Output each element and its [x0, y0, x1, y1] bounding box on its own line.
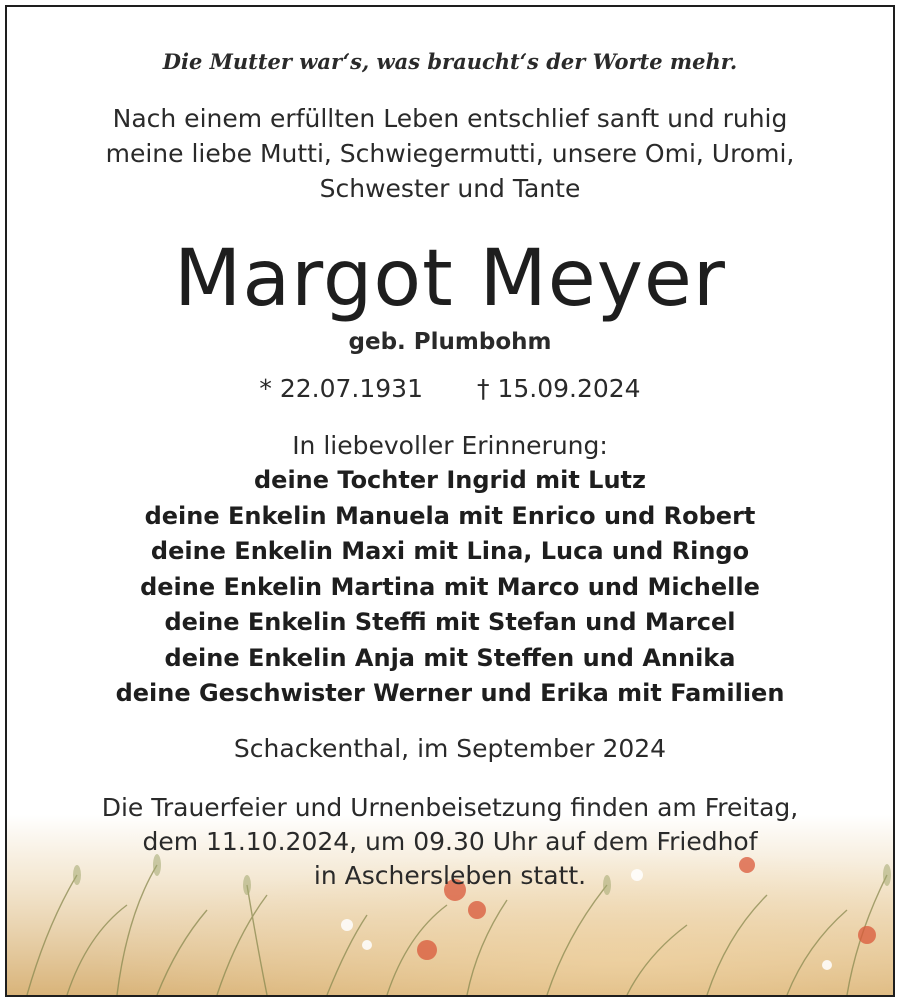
mourner-line: deine Tochter Ingrid mit Lutz [253, 466, 646, 494]
funeral-notice [7, 791, 893, 893]
funeral-line: Die Trauerfeier und Urnenbeisetzung finden am Freitag, [101, 793, 799, 822]
intro-line: Nach einem erfüllten Leben entschlief sanft und ruhig [112, 104, 788, 133]
mourner-line: deine Geschwister Werner und Erika mit Familien [115, 679, 785, 707]
intro-line: meine liebe Mutti, Schwiegermutti, unsere Omi, Uromi, [105, 139, 795, 168]
mourner-line: deine Enkelin Martina mit Marco und Michelle [140, 572, 760, 601]
place-and-date: Schackenthal, im September 2024 [233, 734, 667, 763]
funeral-line: dem 11.10.2024, um 09.30 Uhr auf dem Friedhof [142, 827, 758, 856]
intro-text [7, 101, 893, 206]
birth-date: * 22.07.1931 [259, 374, 423, 403]
mourner-line: deine Enkelin Manuela mit Enrico und Robert [144, 501, 756, 530]
mourner-line: deine Enkelin Maxi mit Lina, Luca und Ringo [150, 537, 750, 565]
funeral-line: in Aschersleben statt. [313, 861, 587, 890]
intro-line: Schwester und Tante [319, 174, 581, 203]
death-date: † 15.09.2024 [477, 374, 641, 403]
memory-intro: In liebevoller Erinnerung: [292, 431, 608, 460]
deceased-name: Margot Meyer [174, 234, 726, 324]
birth-name: geb. Plumbohm [348, 329, 552, 355]
motto-quote: Die Mutter war‘s, was braucht‘s der Worte mehr. [162, 49, 738, 74]
life-dates [7, 374, 893, 403]
mourner-line: deine Enkelin Steffi mit Stefan und Marcel [164, 608, 736, 636]
obituary-frame [5, 5, 895, 997]
mourners-list [7, 463, 893, 712]
mourner-line: deine Enkelin Anja mit Steffen und Annika [164, 643, 736, 672]
